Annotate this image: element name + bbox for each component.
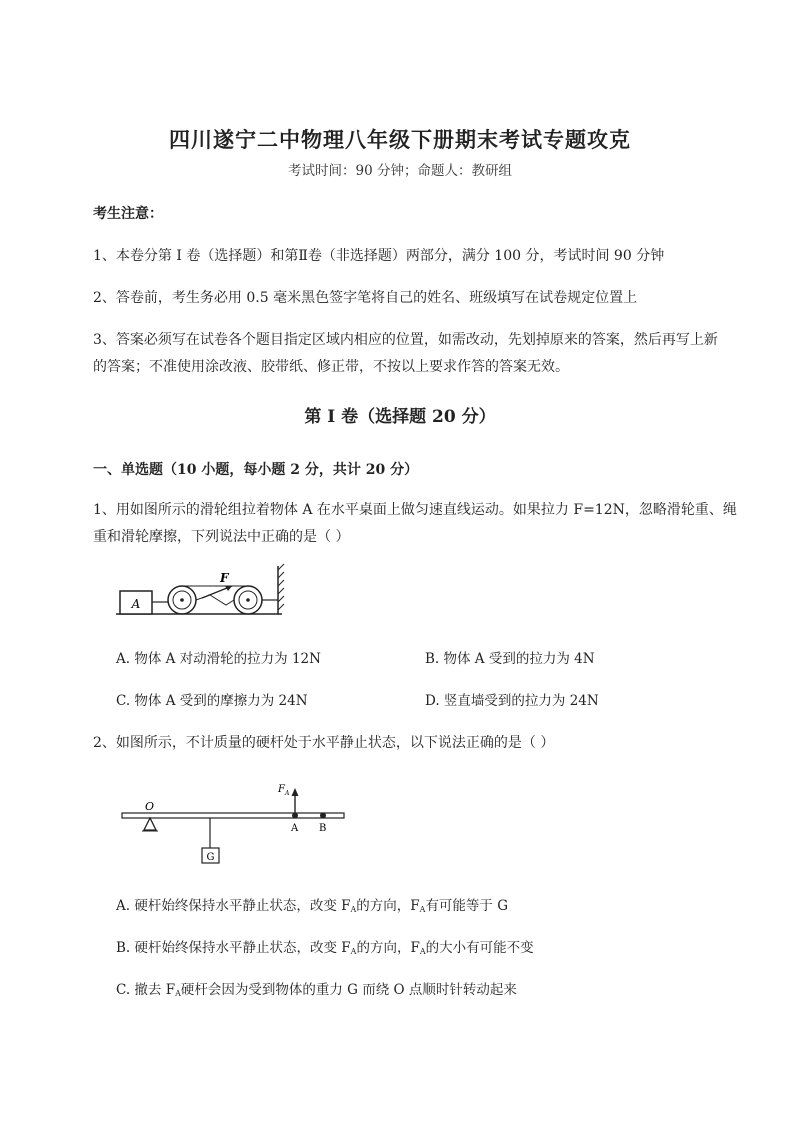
exam-info: 考试时间：90 分钟；命题人：教研组 [288,163,512,179]
pulley-figure [110,562,290,626]
point-a [292,813,298,819]
q1-option-a[interactable]: A. 物体 A 对动滑轮的拉力为 12N [116,651,321,667]
section-title: 第 I 卷（选择题 20 分） [304,407,496,427]
weight-label: G [206,852,215,863]
q1-option-c[interactable]: C. 物体 A 受到的摩擦力为 24N [116,693,308,709]
notice-heading: 考生注意： [93,206,163,222]
wall-hatching [278,564,284,610]
part-heading: 一、单选题（10 小题，每小题 2 分，共计 20 分） [93,462,419,478]
force-fa-label: $F_A$ [278,784,290,797]
point-b-label: B [319,823,327,834]
notice-item-3: 3、答案必须写在试卷各个题目指定区域内相应的位置，如需改动，先划掉原来的答案，然后再写上新 [93,332,718,348]
force-label: F [220,571,229,585]
pivot [144,818,156,830]
notice-item-1: 1、本卷分第 I 卷（选择题）和第Ⅱ卷（非选择题）两部分，满分 100 分，考试时间 90 分钟 [93,248,665,264]
q1-option-b[interactable]: B. 物体 A 受到的拉力为 4N [425,651,595,667]
notice-item-2: 2、答卷前，考生务必用 0.5 毫米黑色签字笔将自己的姓名、班级填写在试卷规定位置上 [93,290,638,306]
q2-stem: 2、如图所示，不计质量的硬杆处于水平静止状态，以下说法正确的是（ ） [93,735,555,751]
point-a-label: A [291,823,299,834]
lever-rod [122,813,344,818]
pivot-label: O [145,800,155,813]
lever-figure [118,778,350,868]
q2-option-b[interactable]: B. 硬杆始终保持水平静止状态，改变 $F_A$的方向，$F_A$的大小有可能不变 [116,940,534,956]
q1-stem-line2: 重和滑轮摩擦，下列说法中正确的是（ ） [93,529,350,545]
notice-item-3-cont: 的答案；不准使用涂改液、胶带纸、修正带，不按以上要求作答的答案无效。 [93,359,569,375]
q1-stem-line1: 1、用如图所示的滑轮组拉着物体 A 在水平桌面上做匀速直线运动。如果拉力 F=12N，忽略滑轮重、绳 [93,502,737,518]
q1-option-d[interactable]: D. 竖直墙受到的拉力为 24N [425,693,599,709]
block-a-label: A [131,597,141,611]
q2-option-c[interactable]: C. 撤去 $F_A$硬杆会因为受到物体的重力 G 而绕 O 点顺时针转动起来 [116,982,517,998]
page-title: 四川遂宁二中物理八年级下册期末考试专题攻克 [169,127,631,152]
q2-option-a[interactable]: A. 硬杆始终保持水平静止状态，改变 $F_A$的方向，$F_A$有可能等于 G [116,898,509,914]
point-b [320,813,326,819]
rope-middle [196,595,234,605]
